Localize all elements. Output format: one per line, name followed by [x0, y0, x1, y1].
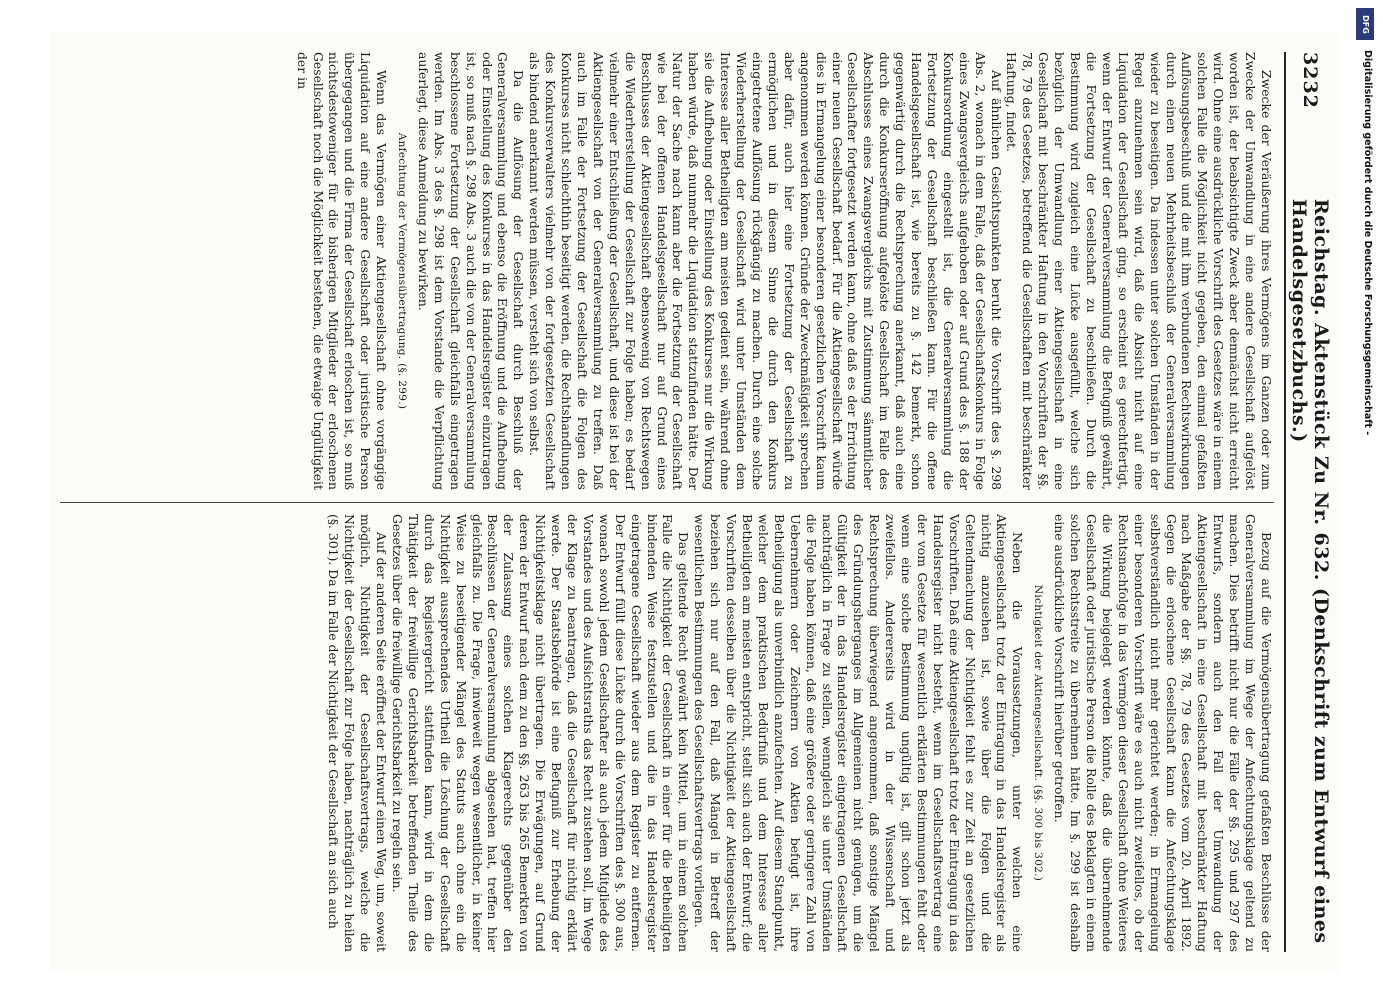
section-heading: Nichtigkeit der Aktiengesellschaft. (§§. 300 bis 302.): [1032, 584, 1045, 882]
paragraph: Wenn das Vermögen einer Aktiengesellschaft ohne vorgängige Liquidation auf eine andere Gesellschaft oder juristische Person übergegangen und die Firma der Gesellschaft erloschen ist, so muß nichtsdestoweniger für die bisherigen Mitglieder der erloschenen Gesellschaft noch die Möglichkeit bestehen, die etwaige Ungültigkeit der in: [294, 52, 390, 490]
right-column: [60, 514, 1274, 952]
dfg-logo: DFG: [1356, 8, 1374, 40]
paragraph: Auf der anderen Seite eröffnet der Entwurf einen Weg, um, soweit möglich, Nichtigkeit der Gesellschaftsvertrags, welche die Nichtigkeit der Gesellschaft zur Folge haben, nachträglich zu heilen (§. 301). Da im Falle der Nichtigkeit der Gesellschaft an sich auch: [326, 514, 390, 952]
running-title: Reichstag. Aktenstück Zu Nr. 632. (Denkschrift zum Entwurf eines Handelsgesetzbuchs.): [1288, 198, 1332, 944]
document-page: [50, 32, 1340, 972]
left-column: [60, 52, 1274, 490]
paragraph: Das geltende Recht gewährt kein Mittel, um in einem solchen Falle die Nichtigkeit der Gesellschaft in einer für die Betheiligten bindenden Weise festzustellen und die in das Handelsregister eingetragene Gesellschaft wieder aus dem Register zu entfernen. Der Entwurf füllt diese Lücke durch die Vorschriften des §. 300 aus, wonach sowohl jedem Gesellschafter als auch jedem Mitgliede des Vorstandes und des Aufsichtsraths das Recht zustehen soll, im Wege der Klage zu beantragen, daß die Gesellschaft für nichtig erklärt werde. Der Staatsbehörde ist eine Befugniß zur Erhebung der Nichtigkeitsklage nicht übertragen. Die Erwägungen, auf Grund deren der Entwurf nach dem zu den §§. 263 bis 265 Bemerkten von der Zulassung eines solchen Klagerechts gegenüber den Beschlüssen der Generalversammlung abgesehen hat, treffen hier gleichfalls zu. Die Frage, inwieweit wegen wesentlicher, in keiner Weise zu beseitigender Mängel des Statuts auch ohne ein die Nichtigkeit aussprechendes Urtheil die Löschung der Gesellschaft durch das Registergericht stattfinden kann, wird in dem die Thätigkeit der freiwillige Gerichtsbarkeit betreffenden Theile des Gesetzes über die freiwillige Gerichtsbarkeit zu regeln sein.: [390, 514, 692, 952]
paragraph: Bezug auf die Vermögensübertragung gefaßten Beschlüsse der Generalversammlung im Wege der Anfechtungsklage geltend zu machen. Dies betrifft nicht nur die Fälle der §§. 295 und 297 des Entwurfs, sondern auch den Fall der Umwandlung der Aktiengesellschaft in eine Gesellschaft mit beschränkter Haftung nach Maßgabe der §§. 78, 79 des Gesetzes vom 20. April 1892. Gegen die erloschene Gesellschaft kann die Anfechtungsklage selbstverständlich nicht mehr gerichtet werden; in Ermangelung einer besonderen Vorschrift wäre es auch nicht zweifellos, ob der Rechtsnachfolge in das Vermögen dieser Gesellschaft ohne Weiteres die Wirkung beigelegt werden könnte, daß die übernehmende Gesellschaft oder juristische Person die Rolle des Beklagten in einem solchen Rechtsstreite zu übernehmen hätte. Im §. 299 ist deshalb eine ausdrückliche Vorschrift hierüber getroffen.: [1052, 514, 1274, 952]
paragraph: Zwecke der Veräußerung ihres Vermögens im Ganzen oder zum Zwecke der Umwandlung in eine andere Gesellschaft aufgelöst worden ist, der beabsichtigte Zweck aber demnächst nicht erreicht wird. Ohne eine ausdrückliche Vorschrift des Gesetzes wäre in einem solchen Falle die Möglichkeit nicht gegeben, den einmal gefaßten Auflösungsbeschluß und die mit ihm verbundenen Rechtswirkungen durch einen neuen Mehrheitsbeschluß der Generalversammlung wieder zu beseitigen. Da indessen unter solchen Umständen in der Regel anzunehmen sein wird, daß die Absicht nicht auf eine Liquidation der Gesellschaft ging, so erscheint es gerechtfertigt, wenn der Entwurf der Generalversammlung die Befugniß gewährt, die Fortsetzung der Gesellschaft zu beschließen. Durch die Bestimmung wird zugleich eine Lücke ausgefüllt, welche sich bezüglich der Umwandlung einer Aktiengesellschaft in eine Gesellschaft mit beschränkter Haftung in den Vorschriften der §§. 78, 79 des Gesetzes, betreffend die Gesellschaften mit beschränkter Haftung, findet.: [1004, 52, 1274, 490]
section-heading: Anfechtung der Vermögensübertragung. (§. 299.): [396, 132, 409, 410]
page-number: 3232: [1299, 52, 1321, 109]
page-header: [1290, 52, 1330, 952]
paragraph: Neben die Voraussetzungen, unter welchen eine Aktiengesellschaft trotz der Eintragung in das Handelsregister als nichtig anzusehen ist, sowie über die Folgen und die Geltendmachung der Nichtigkeit fehlt es zur Zeit an gesetzlichen Vorschriften. Daß eine Aktiengesellschaft trotz der Eintragung in das Handelsregister nicht besteht, wenn im Gesellschaftsvertrag eine der vom Gesetze für wesentlich erklärten Bestimmungen fehlt oder wenn eine solche Bestimmung ungültig ist, gilt schon jetzt als zweifellos. Andererseits wird in der Wissenschaft und Rechtsprechung überwiegend angenommen, daß sonstige Mängel des Gründungsherganges im Allgemeinen nicht genügen, um die Gültigkeit der in das Handelsregister eingetragenen Gesellschaft nachträglich in Frage zu stellen, wenngleich sie unter Umständen die Folge haben können, daß eine größere oder geringere Zahl von Uebernehmern oder Zeichnern von Aktien befugt ist, ihre Betheiligung als unverbindlich anzufechten. Auf diesem Standpunkt, welcher dem praktischen Bedürfniß und dem Interesse aller Betheiligten am meisten entspricht, stellt sich auch der Entwurf; die Vorschriften desselben über die Nichtigkeit der Aktiengesellschaft beziehen sich nur auf den Fall, daß Mängel in Betreff der wesentlichen Bestimmungen des Gesellschaftsvertrags vorliegen.: [692, 514, 1026, 952]
paragraph: Auf ähnlichen Gesichtspunkten beruht die Vorschrift des §. 298 Abs. 2, wonach in dem Falle, daß der Gesellschaftskonkurs in Folge eines Zwangsvergleichs aufgehoben oder auf Grund des §. 188 der Konkursordnung eingestellt ist, die Generalversammlung die Fortsetzung der Gesellschaft beschließen kann. Für die offene Handelsgesellschaft ist, wie bereits zu §. 142 bemerkt, schon gegenwärtig durch die Rechtsprechung anerkannt, daß auch eine durch die Konkurseröffnung aufgelöste Gesellschaft im Falle des Abschlusses eines Zwangsvergleichs mit Zustimmung sämmtlicher Gesellschafter fortgesetzt werden kann, ohne daß es der Errichtung einer neuen Gesellschaft bedarf. Für die Aktiengesellschaft würde dies in Ermangelung einer besonderen gesetzlichen Vorschrift kaum angenommen werden können. Gründe der Zweckmäßigkeit sprechen aber dafür, auch hier eine Fortsetzung der Gesellschaft zu ermöglichen und in diesem Sinne die durch den Konkurs eingetretene Auflösung rückgängig zu machen. Durch eine solche Wiederherstellung der Gesellschaft wird unter Umständen dem Interesse aller Betheiligten am meisten gedient sein, während ohne sie die Aufhebung oder Einstellung des Konkurses nur die Wirkung haben würde, daß nunmehr die Liquidation stattzufinden hätte. Der Natur der Sache nach kann aber die Fortsetzung der Gesellschaft wie bei der offenen Handelsgesellschaft nur auf Grund eines Beschlusses der Aktiengesellschaft ebensowenig von Rechtswegen die Wiederherstellung der Gesellschaft zur Folge haben; es bedarf vielmehr einer Entschließung der Gesellschaft, und diese ist bei der Aktiengesellschaft von der Generalversammlung zu treffen. Daß auch im Falle der Fortsetzung der Gesellschaft die Folgen des Konkurses nicht schlechthin beseitigt werden, die Rechtshandlungen des Konkursverwalters vielmehr von der fortgesetzten Gesellschaft als bindend anerkannt werden müssen, versteht sich von selbst.: [527, 52, 1004, 490]
digitization-watermark: Digitalisierung gefördert durch die Deutsche Forschungsgemeinschaft -: [1362, 50, 1373, 436]
column-divider: [60, 502, 1274, 503]
header-rule: [1284, 52, 1286, 952]
paragraph: Da die Auflösung der Gesellschaft durch Beschluß der Generalversammlung und ebenso die Eröffnung und die Aufhebung oder Einstellung des Konkurses in das Handelsregister einzutragen ist, so muß nach §. 298 Abs. 3 auch die von der Generalversammlung beschlossene Fortsetzung der Gesellschaft gleichfalls eingetragen werden. Im Abs. 3 des §. 298 ist dem Vorstande die Verpflichtung auferlegt, diese Anmeldung zu bewirken.: [415, 52, 527, 490]
